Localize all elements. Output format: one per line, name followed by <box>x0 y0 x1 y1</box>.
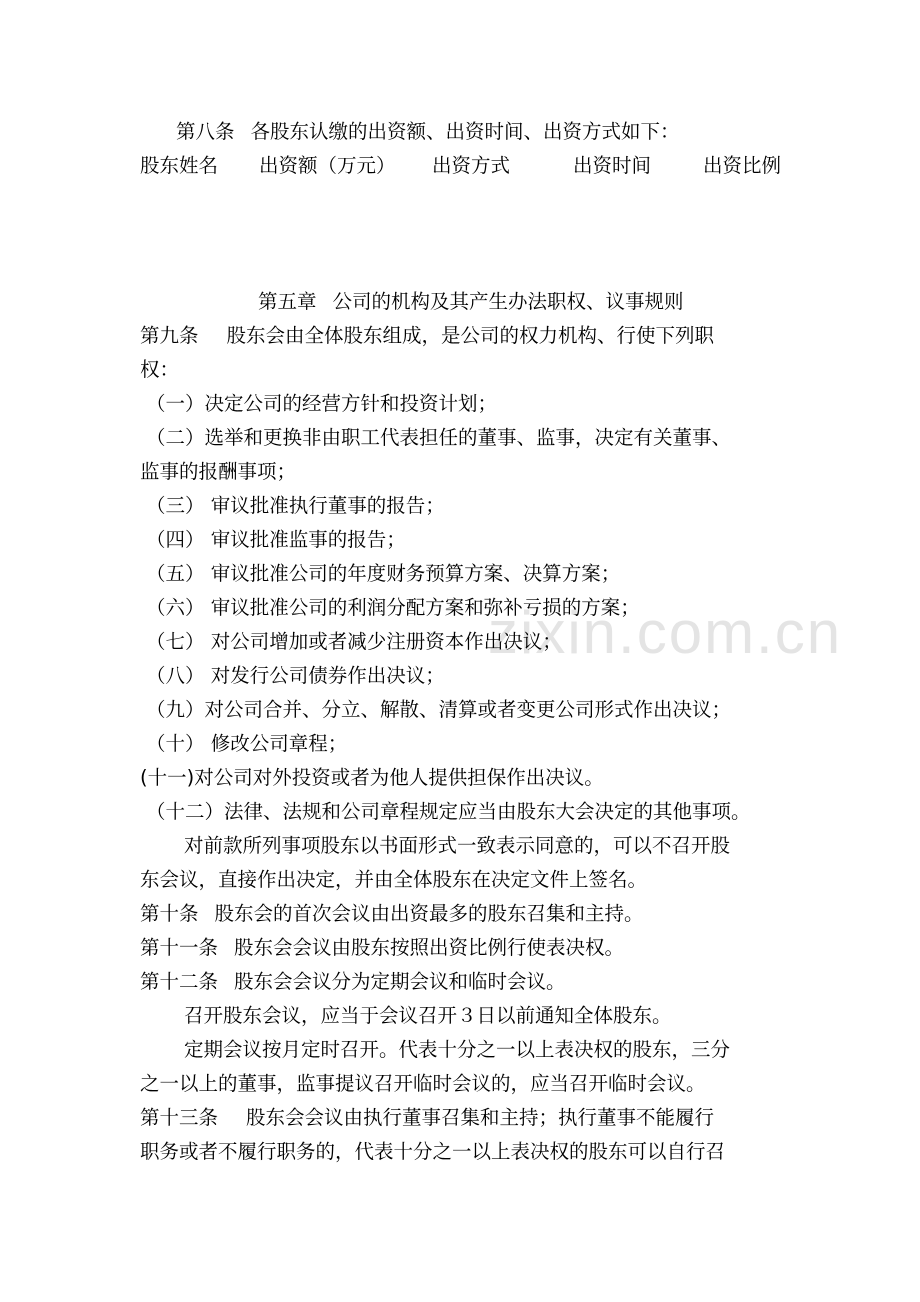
regular-meeting-line-1: 定期会议按月定时召开。代表十分之一以上表决权的股东，三分 <box>184 1038 731 1061</box>
article-10-label: 第十条 <box>140 902 199 925</box>
article-10-line <box>140 901 644 927</box>
power-item-12: （十二）法律、法规和公司章程规定应当由股东大会决定的其他事项。 <box>146 800 751 823</box>
power-item-7: （七） 对公司增加或者减少注册资本作出决议； <box>146 630 562 653</box>
chapter-5-title: 公司的机构及其产生办法职权、议事规则 <box>332 290 684 313</box>
article-9-line-2: 权： <box>140 358 180 381</box>
article-13-line-2: 职务或者不履行职务的，代表十分之一以上表决权的股东可以自行召 <box>140 1140 726 1163</box>
article-13-label: 第十三条 <box>140 1106 219 1129</box>
article-10-text: 股东会的首次会议由出资最多的股东召集和主持。 <box>214 902 644 925</box>
power-item-11: (十一)对公司对外投资或者为他人提供担保作出决议。 <box>140 766 604 789</box>
article-9-line-1 <box>140 323 714 349</box>
article-11-line <box>140 935 624 961</box>
article-9-label: 第九条 <box>140 324 199 347</box>
table-header-amount: 出资额（万元） <box>259 154 396 177</box>
power-item-2-cont: 监事的报酬事项； <box>140 460 297 483</box>
power-item-5: （五） 审议批准公司的年度财务预算方案、决算方案； <box>146 562 621 585</box>
article-12-text: 股东会会议分为定期会议和临时会议。 <box>234 970 566 993</box>
written-consent-line-2: 东会议，直接作出决定，并由全体股东在决定文件上签名。 <box>140 868 648 891</box>
article-11-text: 股东会会议由股东按照出资比例行使表决权。 <box>234 936 625 959</box>
table-header-name: 股东姓名 <box>140 154 219 177</box>
chapter-5-heading <box>258 289 684 315</box>
article-12-label: 第十二条 <box>140 970 219 993</box>
article-8-label: 第八条 <box>176 120 235 143</box>
watermark: zixin.com.cn <box>488 599 843 666</box>
table-header-method: 出资方式 <box>432 154 511 177</box>
regular-meeting-line-2: 之一以上的董事，监事提议召开临时会议的，应当召开临时会议。 <box>140 1072 706 1095</box>
article-9-text: 股东会由全体股东组成，是公司的权力机构、行使下列职 <box>226 324 715 347</box>
article-12-line <box>140 969 566 995</box>
table-header-time: 出资时间 <box>573 154 652 177</box>
power-item-2: （二）选举和更换非由职工代表担任的董事、监事，决定有关董事、 <box>146 426 732 449</box>
power-item-3: （三） 审议批准执行董事的报告； <box>146 494 445 517</box>
notice-line: 召开股东会议，应当于会议召开３日以前通知全体股东。 <box>184 1004 672 1027</box>
power-item-10: （十） 修改公司章程； <box>146 732 348 755</box>
article-11-label: 第十一条 <box>140 936 219 959</box>
power-item-8: （八） 对发行公司债券作出决议； <box>146 664 445 687</box>
written-consent-line-1: 对前款所列事项股东以书面形式一致表示同意的，可以不召开股 <box>184 834 731 857</box>
table-header-ratio: 出资比例 <box>703 154 782 177</box>
power-item-1: （一）决定公司的经营方针和投资计划； <box>146 392 498 415</box>
article-13-line-1 <box>140 1105 714 1131</box>
power-item-9: （九）对公司合并、分立、解散、清算或者变更公司形式作出决议； <box>146 698 732 721</box>
power-item-4: （四） 审议批准监事的报告； <box>146 528 406 551</box>
article-13-text: 股东会会议由执行董事召集和主持；执行董事不能履行 <box>246 1106 715 1129</box>
chapter-5-label: 第五章 <box>258 290 317 313</box>
article-8-line <box>176 119 680 145</box>
power-item-6: （六） 审议批准公司的利润分配方案和弥补亏损的方案； <box>146 596 640 619</box>
article-8-text: 各股东认缴的出资额、出资时间、出资方式如下： <box>250 120 680 143</box>
